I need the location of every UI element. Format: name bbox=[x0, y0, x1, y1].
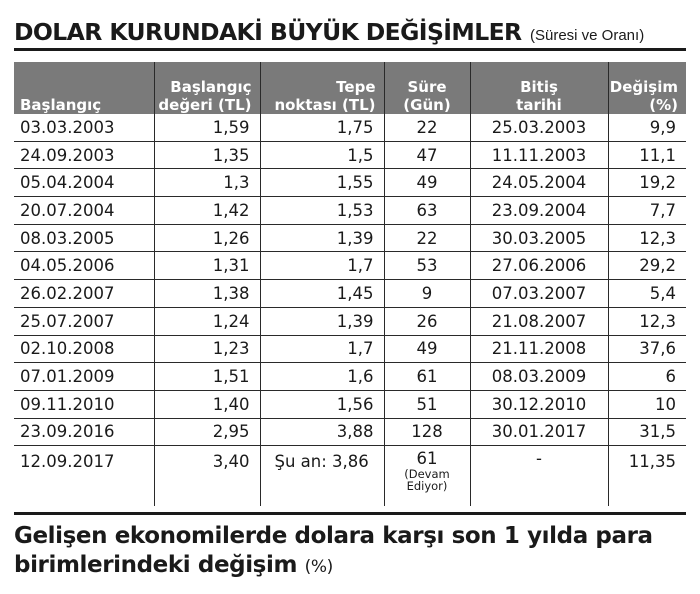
table-header bbox=[14, 62, 686, 114]
header-end-date: Bitiş tarihi bbox=[470, 62, 608, 114]
cell-change: 29,2 bbox=[608, 252, 686, 280]
cell-change: 12,3 bbox=[608, 224, 686, 252]
cell-start-value: 1,51 bbox=[154, 363, 260, 391]
cell-duration: 53 bbox=[384, 252, 470, 280]
table-row bbox=[14, 390, 686, 418]
cell-duration: 128 bbox=[384, 418, 470, 446]
cell-duration: 61 bbox=[384, 363, 470, 391]
cell-start-value: 3,40 bbox=[154, 446, 260, 507]
table-bottom-rule bbox=[14, 512, 686, 515]
cell-change: 37,6 bbox=[608, 335, 686, 363]
table-body bbox=[14, 114, 686, 506]
cell-start-date: 23.09.2016 bbox=[14, 418, 154, 446]
cell-duration: 63 bbox=[384, 197, 470, 225]
footer-line-1: Gelişen ekonomilerde dolara karşı son 1 yılda para bbox=[14, 523, 653, 549]
cell-start-date: 04.05.2006 bbox=[14, 252, 154, 280]
cell-end-date: 30.01.2017 bbox=[470, 418, 608, 446]
footer-line-2: birimlerindeki değişim bbox=[14, 552, 298, 578]
cell-peak: 1,39 bbox=[260, 307, 384, 335]
cell-end-date: 30.12.2010 bbox=[470, 390, 608, 418]
duration-note: (Devam Ediyor) bbox=[404, 467, 450, 494]
table-row bbox=[14, 197, 686, 225]
cell-change: 7,7 bbox=[608, 197, 686, 225]
cell-peak: 1,75 bbox=[260, 114, 384, 141]
page-title bbox=[14, 18, 686, 51]
cell-start-value: 1,40 bbox=[154, 390, 260, 418]
cell-peak: 1,6 bbox=[260, 363, 384, 391]
cell-end-date: 24.05.2004 bbox=[470, 169, 608, 197]
cell-start-date: 09.11.2010 bbox=[14, 390, 154, 418]
header-start-value: Başlangıç değeri (TL) bbox=[154, 62, 260, 114]
cell-start-value: 2,95 bbox=[154, 418, 260, 446]
cell-start-value: 1,38 bbox=[154, 280, 260, 308]
cell-change: 9,9 bbox=[608, 114, 686, 141]
table-row bbox=[14, 335, 686, 363]
cell-end-date: 27.06.2006 bbox=[470, 252, 608, 280]
cell-start-value: 1,35 bbox=[154, 141, 260, 169]
header-start-date: Başlangıç bbox=[14, 62, 154, 114]
footer-unit: (%) bbox=[304, 557, 333, 577]
cell-change: 11,1 bbox=[608, 141, 686, 169]
cell-duration: 22 bbox=[384, 114, 470, 141]
table-row bbox=[14, 252, 686, 280]
cell-end-date: 25.03.2003 bbox=[470, 114, 608, 141]
next-chart-heading bbox=[14, 522, 694, 582]
cell-start-value: 1,23 bbox=[154, 335, 260, 363]
cell-duration: 47 bbox=[384, 141, 470, 169]
cell-peak: 1,45 bbox=[260, 280, 384, 308]
cell-duration: 49 bbox=[384, 169, 470, 197]
cell-change: 6 bbox=[608, 363, 686, 391]
cell-start-date: 03.03.2003 bbox=[14, 114, 154, 141]
cell-start-date: 12.09.2017 bbox=[20, 452, 115, 472]
cell-peak: 1,7 bbox=[260, 252, 384, 280]
cell-change: 11,35 bbox=[608, 446, 686, 507]
cell-change: 10 bbox=[608, 390, 686, 418]
cell-start-date: 24.09.2003 bbox=[14, 141, 154, 169]
cell-end-date: 30.03.2005 bbox=[470, 224, 608, 252]
header-peak: Tepe noktası (TL) bbox=[260, 62, 384, 114]
table-row bbox=[14, 141, 686, 169]
cell-duration: 49 bbox=[384, 335, 470, 363]
cell-start-date: 07.01.2009 bbox=[14, 363, 154, 391]
cell-start-value: 1,59 bbox=[154, 114, 260, 141]
cell-start-value: 1,24 bbox=[154, 307, 260, 335]
cell-start-value: 1,3 bbox=[154, 169, 260, 197]
cell-peak: 1,5 bbox=[260, 141, 384, 169]
cell-peak: 1,53 bbox=[260, 197, 384, 225]
cell-peak: 1,7 bbox=[260, 335, 384, 363]
cell-start-date: 02.10.2008 bbox=[14, 335, 154, 363]
cell-peak: Şu an: 3,86 bbox=[260, 446, 384, 507]
cell-change: 5,4 bbox=[608, 280, 686, 308]
cell-end-date: 21.08.2007 bbox=[470, 307, 608, 335]
cell-start-date: 26.02.2007 bbox=[14, 280, 154, 308]
cell-duration: 22 bbox=[384, 224, 470, 252]
cell-start-date: 05.04.2004 bbox=[14, 169, 154, 197]
header-change: Değişim (%) bbox=[608, 62, 686, 114]
cell-end-date: 08.03.2009 bbox=[470, 363, 608, 391]
header-duration: Süre (Gün) bbox=[384, 62, 470, 114]
table-row-current bbox=[14, 446, 686, 507]
cell-peak: 1,56 bbox=[260, 390, 384, 418]
cell-duration: 51 bbox=[384, 390, 470, 418]
cell-duration bbox=[384, 446, 470, 507]
cell-start-value: 1,42 bbox=[154, 197, 260, 225]
duration-value: 61 bbox=[416, 449, 438, 469]
cell-end-date: 21.11.2008 bbox=[470, 335, 608, 363]
table-row bbox=[14, 363, 686, 391]
cell-change: 12,3 bbox=[608, 307, 686, 335]
cell-end-date: 07.03.2007 bbox=[470, 280, 608, 308]
cell-start-date: 08.03.2005 bbox=[14, 224, 154, 252]
table-row bbox=[14, 280, 686, 308]
title-subtitle: (Süresi ve Oranı) bbox=[529, 27, 645, 44]
cell-end-date: 11.11.2003 bbox=[470, 141, 608, 169]
table-row bbox=[14, 307, 686, 335]
table-row bbox=[14, 114, 686, 141]
cell-peak: 1,39 bbox=[260, 224, 384, 252]
title-main: DOLAR KURUNDAKİ BÜYÜK DEĞİŞİMLER bbox=[14, 18, 522, 46]
cell-end-date: - bbox=[470, 446, 608, 507]
table-row bbox=[14, 169, 686, 197]
table-row bbox=[14, 224, 686, 252]
cell-change: 19,2 bbox=[608, 169, 686, 197]
cell-duration: 9 bbox=[384, 280, 470, 308]
table-row bbox=[14, 418, 686, 446]
cell-start-value: 1,26 bbox=[154, 224, 260, 252]
cell-duration: 26 bbox=[384, 307, 470, 335]
exchange-rate-table bbox=[14, 62, 686, 506]
cell-start-value: 1,31 bbox=[154, 252, 260, 280]
cell-change: 31,5 bbox=[608, 418, 686, 446]
cell-end-date: 23.09.2004 bbox=[470, 197, 608, 225]
cell-peak: 1,55 bbox=[260, 169, 384, 197]
cell-peak: 3,88 bbox=[260, 418, 384, 446]
cell-start-date: 20.07.2004 bbox=[14, 197, 154, 225]
cell-start-date: 25.07.2007 bbox=[14, 307, 154, 335]
